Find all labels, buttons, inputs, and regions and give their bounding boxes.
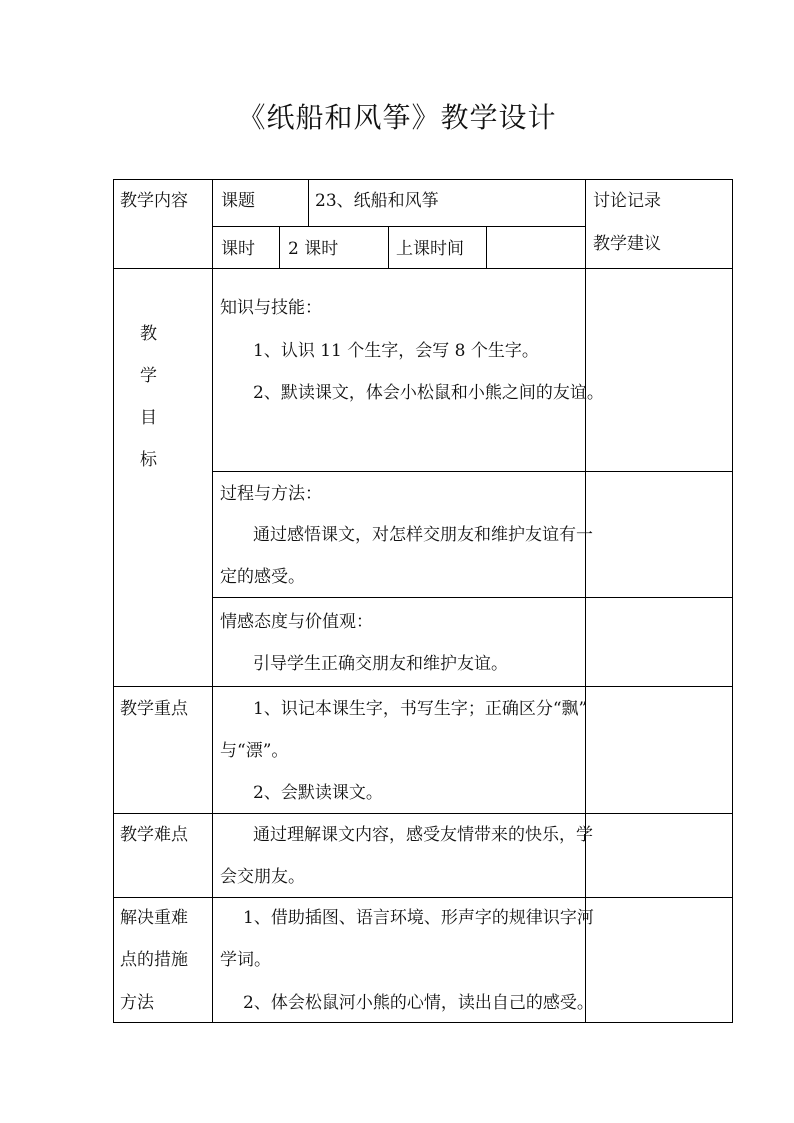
table-border [113, 686, 733, 687]
table-border [113, 813, 733, 814]
difficulties-line: 通过理解课文内容，感受友情带来的快乐，学 [253, 825, 593, 845]
hours-label: 课时 [221, 239, 255, 259]
table-border [486, 226, 487, 269]
emotion-heading: 情感态度与价值观： [220, 612, 373, 632]
discussion-label: 讨论记录 [593, 191, 661, 211]
table-border [388, 226, 389, 269]
table-border [113, 268, 733, 269]
table-border [212, 226, 585, 227]
table-border [308, 179, 309, 227]
key-points-line: 与“漂”。 [220, 741, 289, 761]
table-border [113, 1022, 733, 1023]
class-time-label: 上课时间 [396, 239, 464, 259]
difficulties-label: 教学难点 [120, 825, 188, 845]
process-text: 通过感悟课文，对怎样交朋友和维护友谊有一 [253, 525, 593, 545]
objectives-label-char: 教 [140, 324, 157, 344]
process-heading: 过程与方法： [220, 484, 322, 504]
knowledge-item: 2、默读课文，体会小松鼠和小熊之间的友谊。 [253, 383, 604, 403]
methods-label: 方法 [120, 993, 154, 1013]
methods-label: 解决重难 [120, 908, 188, 928]
emotion-text: 引导学生正确交朋友和维护友谊。 [253, 654, 508, 674]
key-points-label: 教学重点 [120, 699, 188, 719]
lesson-plan-table [113, 179, 733, 1023]
content-label: 教学内容 [120, 191, 188, 211]
suggestion-label: 教学建议 [593, 234, 661, 254]
objectives-label-char: 学 [140, 366, 157, 386]
key-points-line: 1、识记本课生字，书写生字；正确区分“飘” [253, 699, 588, 719]
page-title: 《纸船和风筝》教学设计 [237, 101, 557, 134]
knowledge-item: 1、认识 11 个生字，会写 8 个生字。 [253, 341, 539, 361]
table-border [212, 597, 733, 598]
topic-value: 23、纸船和风筝 [315, 191, 439, 211]
knowledge-heading: 知识与技能： [220, 298, 322, 318]
table-border [113, 897, 733, 898]
table-border [113, 179, 733, 180]
process-text: 定的感受。 [220, 567, 305, 587]
objectives-label-char: 目 [140, 408, 157, 428]
table-border [212, 471, 733, 472]
methods-line: 学词。 [220, 950, 271, 970]
methods-line: 2、体会松鼠河小熊的心情，读出自己的感受。 [243, 993, 594, 1013]
objectives-label-char: 标 [140, 450, 157, 470]
table-border [279, 226, 280, 269]
methods-label: 点的措施 [120, 950, 188, 970]
methods-line: 1、借助插图、语言环境、形声字的规律识字河 [243, 908, 594, 928]
key-points-line: 2、会默读课文。 [253, 783, 383, 803]
topic-label: 课题 [221, 191, 255, 211]
difficulties-line: 会交朋友。 [220, 867, 305, 887]
hours-value: 2 课时 [288, 239, 339, 259]
